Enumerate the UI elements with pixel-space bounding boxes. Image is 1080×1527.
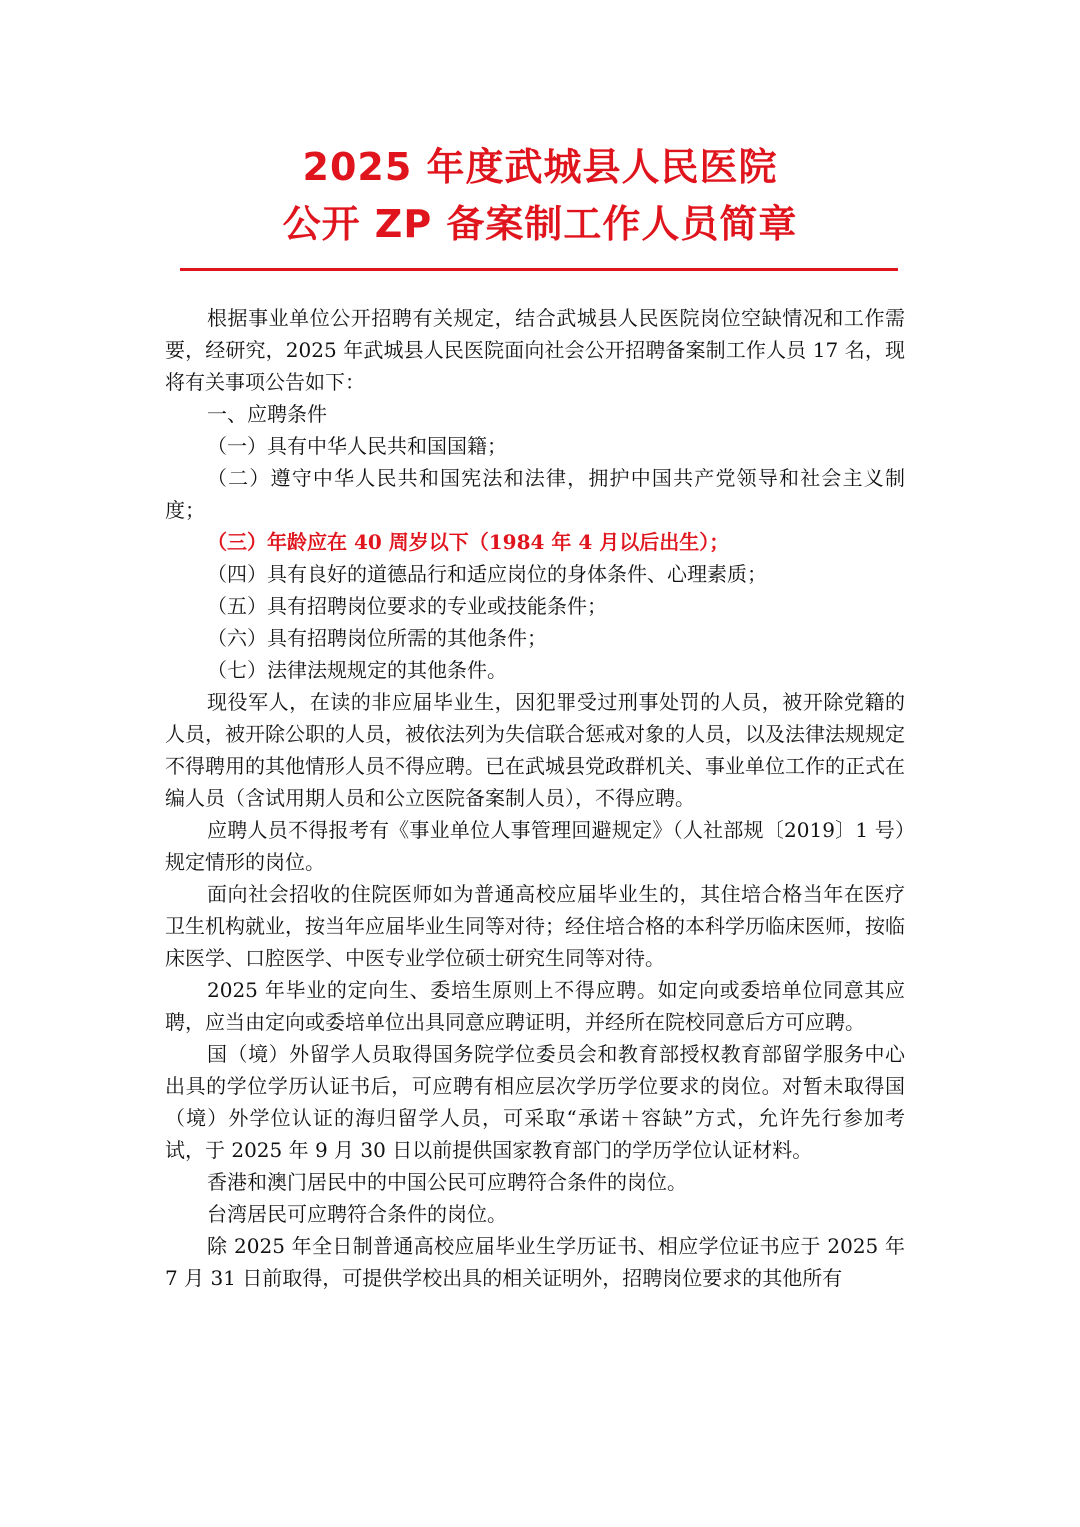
- title-line-1: 2025 年度武城县人民医院: [302, 145, 778, 189]
- condition-item: （五）具有招聘岗位要求的专业或技能条件；: [207, 594, 607, 618]
- condition-item: （二）遵守中华人民共和国宪法和法律，拥护中国共产党领导和社会主义制度；: [165, 466, 905, 522]
- section-heading: 一、应聘条件: [207, 402, 327, 426]
- body-paragraph: 2025 年毕业的定向生、委培生原则上不得应聘。如定向或委培单位同意其应聘，应当由定向或委培单位出具同意应聘证明，并经所在院校同意后方可应聘。: [165, 978, 905, 1034]
- condition-item-highlighted: （三）年龄应在 40 周岁以下（1984 年 4 月以后出生）；: [207, 530, 730, 554]
- condition-item: （四）具有良好的道德品行和适应岗位的身体条件、心理素质；: [207, 562, 767, 586]
- body-paragraph: 面向社会招收的住院医师如为普通高校应届毕业生的，其住培合格当年在医疗卫生机构就业，按当年应届毕业生同等对待；经住培合格的本科学历临床医师，按临床医学、口腔医学、中医专业学位硕士研究生同等对待。: [165, 882, 905, 970]
- condition-item: （一）具有中华人民共和国国籍；: [207, 434, 507, 458]
- body-paragraph: 现役军人，在读的非应届毕业生，因犯罪受过刑事处罚的人员，被开除党籍的人员，被开除公职的人员，被依法列为失信联合惩戒对象的人员，以及法律法规规定不得聘用的其他情形人员不得应聘。已在武城县党政群机关、事业单位工作的正式在编人员（含试用期人员和公立医院备案制人员），不得应聘。: [165, 690, 905, 810]
- body-paragraph: 应聘人员不得报考有《事业单位人事管理回避规定》（人社部规〔2019〕1 号）规定情形的岗位。: [165, 818, 905, 874]
- body-paragraph: 国（境）外留学人员取得国务院学位委员会和教育部授权教育部留学服务中心出具的学位学历认证书后，可应聘有相应层次学历学位要求的岗位。对暂未取得国（境）外学位认证的海归留学人员，可采取“承诺＋容缺”方式，允许先行参加考试，于 2025 年 9 月 30 日以前提供国家教育部门的学历学位认证材料。: [165, 1042, 905, 1162]
- title-line-2: 公开 ZP 备案制工作人员简章: [282, 202, 798, 246]
- title-divider: [180, 268, 898, 271]
- body-paragraph: 香港和澳门居民中的中国公民可应聘符合条件的岗位。: [207, 1170, 687, 1194]
- document-body: [165, 302, 905, 1294]
- condition-item: （六）具有招聘岗位所需的其他条件；: [207, 626, 547, 650]
- condition-item: （七）法律法规规定的其他条件。: [207, 658, 507, 682]
- body-paragraph: 除 2025 年全日制普通高校应届毕业生学历证书、相应学位证书应于 2025 年 7 月 31 日前取得，可提供学校出具的相关证明外，招聘岗位要求的其他所有: [165, 1234, 905, 1290]
- body-paragraph: 台湾居民可应聘符合条件的岗位。: [207, 1202, 507, 1226]
- intro-paragraph: 根据事业单位公开招聘有关规定，结合武城县人民医院岗位空缺情况和工作需要，经研究，2025 年武城县人民医院面向社会公开招聘备案制工作人员 17 名，现将有关事项公告如下：: [165, 306, 905, 394]
